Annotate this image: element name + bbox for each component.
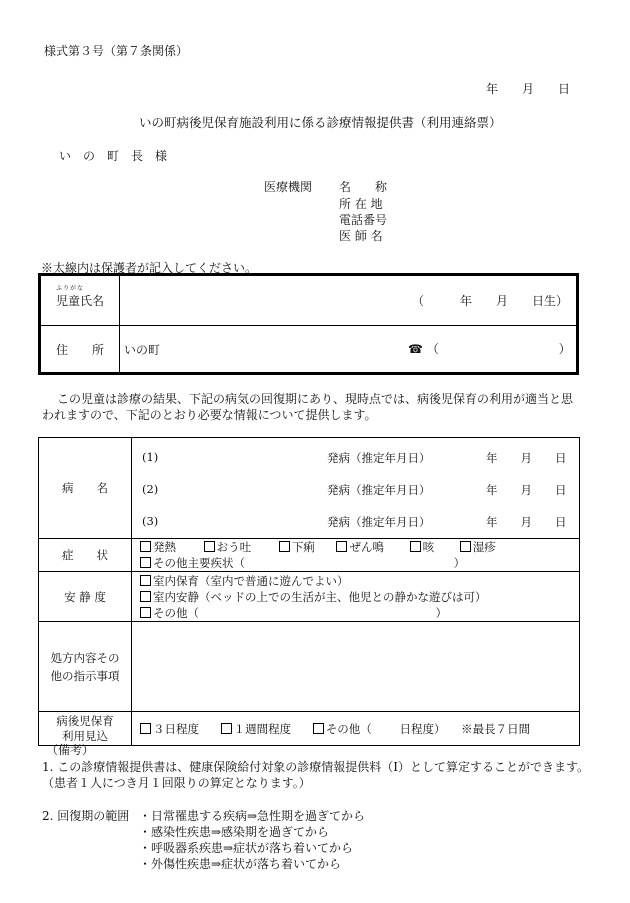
prescription-input[interactable]: [132, 622, 580, 712]
checkbox-icon: [410, 541, 421, 552]
symptom-diarrhea[interactable]: 下痢: [279, 540, 315, 554]
checkbox-icon: [221, 723, 232, 734]
note-1-line-2: （患者１人につき月１回限りの算定となります。）: [42, 776, 311, 790]
checkbox-icon: [279, 541, 290, 552]
outlook-cell: [132, 712, 580, 746]
phone-value: （ ）: [426, 342, 571, 356]
child-name-ruby: ふりがな: [55, 285, 84, 292]
symptom-wheeze[interactable]: ぜん鳴: [336, 540, 384, 554]
address-label: 住 所: [40, 326, 120, 374]
disease-1-num: (1): [142, 450, 159, 464]
rest-cell: [132, 572, 580, 622]
note-2-item-4: ・外傷性疾患⇒症状が落ち着いてから: [139, 857, 342, 871]
outlook-1week[interactable]: １週間程度: [221, 722, 292, 736]
addressee: い の 町 長 様: [59, 149, 168, 163]
outlook-other-days: 日程度）: [399, 721, 446, 736]
checkbox-icon: [336, 541, 347, 552]
checkbox-icon: [140, 723, 151, 734]
symptom-fever[interactable]: 発熱: [140, 540, 176, 554]
form-number: 様式第３号（第７条関係）: [44, 44, 189, 58]
symptom-vomiting[interactable]: おう吐: [204, 540, 252, 554]
checkbox-icon: [140, 591, 151, 602]
outlook-3days[interactable]: ３日程度: [140, 722, 199, 736]
disease-3-onset: 発病（推定年月日）: [327, 515, 431, 529]
checkbox-icon: [313, 723, 324, 734]
medical-field-address: 所 在 地: [339, 197, 383, 211]
disease-1-onset: 発病（推定年月日）: [327, 451, 431, 465]
rest-label: 安 静 度: [39, 572, 132, 622]
intro-line-2: われますので、下記のとおり必要な情報について提供します。: [42, 408, 377, 422]
medical-institution-label: 医療機関: [264, 180, 313, 194]
disease-2-onset: 発病（推定年月日）: [327, 483, 431, 497]
symptoms-cell: [132, 539, 580, 572]
outlook-other[interactable]: その他（: [313, 722, 372, 736]
child-info-table: [38, 273, 579, 375]
symptom-other-close: ）: [453, 556, 466, 570]
date-placeholder: 年 月 日: [486, 82, 571, 96]
outlook-max: ※最長７日間: [461, 721, 531, 736]
disease-label: 病 名: [39, 438, 132, 539]
medical-field-phone: 電話番号: [339, 213, 388, 227]
rest-other-close: ）: [435, 605, 448, 620]
intro-line-1: この児童は診療の結果、下記の病気の回復期にあり、現時点では、病後児保育の利用が適当と思: [57, 392, 574, 406]
address-input[interactable]: [120, 326, 578, 374]
checkbox-icon: [204, 541, 215, 552]
note-2-item-1: ・日常罹患する疾病⇒急性期を過ぎてから: [139, 809, 366, 823]
medical-field-name: 名 称: [339, 180, 388, 194]
prescription-label: 処方内容その 他の指示事項: [39, 622, 132, 712]
child-name-input[interactable]: [120, 275, 578, 326]
guardian-note: ※太線内は保護者が記入してください。: [41, 261, 258, 275]
disease-cell[interactable]: [132, 438, 580, 539]
disease-2-date: 年 月 日: [486, 483, 567, 497]
checkbox-icon: [140, 541, 151, 552]
medical-info-table: [38, 437, 580, 746]
disease-3-date: 年 月 日: [486, 515, 567, 529]
checkbox-icon: [140, 575, 151, 586]
rest-option-indoor-rest[interactable]: 室内安静（ベッドの上での生活が主、他児との静かな遊びは可）: [140, 589, 571, 605]
disease-1-date: 年 月 日: [486, 451, 567, 465]
checkbox-icon: [140, 607, 151, 618]
note-1-line-1: 1. この診療情報提供書は、健康保険給付対象の診療情報提供料（Ⅰ）として算定することができます。: [42, 760, 590, 774]
checkbox-icon: [140, 557, 151, 568]
disease-3-num: (3): [142, 514, 159, 528]
symptom-rash[interactable]: 湿疹: [460, 540, 496, 554]
phone-block: [408, 340, 571, 357]
checkbox-icon: [460, 541, 471, 552]
rest-option-other[interactable]: その他（: [140, 606, 199, 620]
rest-option-indoor-play[interactable]: 室内保育（室内で普通に遊んでよい）: [140, 573, 571, 589]
symptoms-label: 症 状: [39, 539, 132, 572]
document-title: いの町病後児保育施設利用に係る診療情報提供書（利用連絡票）: [139, 115, 502, 130]
note-2-item-2: ・感染性疾患⇒感染期を過ぎてから: [139, 825, 330, 839]
note-2-item-3: ・呼吸器系疾患⇒症状が落ち着いてから: [139, 841, 354, 855]
symptom-cough[interactable]: 咳: [410, 540, 435, 554]
child-name-label-cell: [40, 275, 120, 326]
disease-2-num: (2): [142, 482, 159, 496]
child-name-label: ふりがな 児童氏名: [55, 285, 104, 308]
birth-date-field: （ 年 月 日生）: [411, 294, 568, 308]
symptom-other[interactable]: その他主要疾状（: [140, 556, 245, 570]
medical-field-doctor: 医 師 名: [339, 229, 383, 243]
phone-icon: ☎: [408, 342, 423, 356]
note-2-label: 2. 回復期の範囲: [42, 809, 130, 823]
outlook-label: 病後児保育 利用見込: [39, 712, 132, 746]
notes-title: （備考）: [46, 743, 95, 757]
address-value: いの町: [124, 342, 161, 357]
